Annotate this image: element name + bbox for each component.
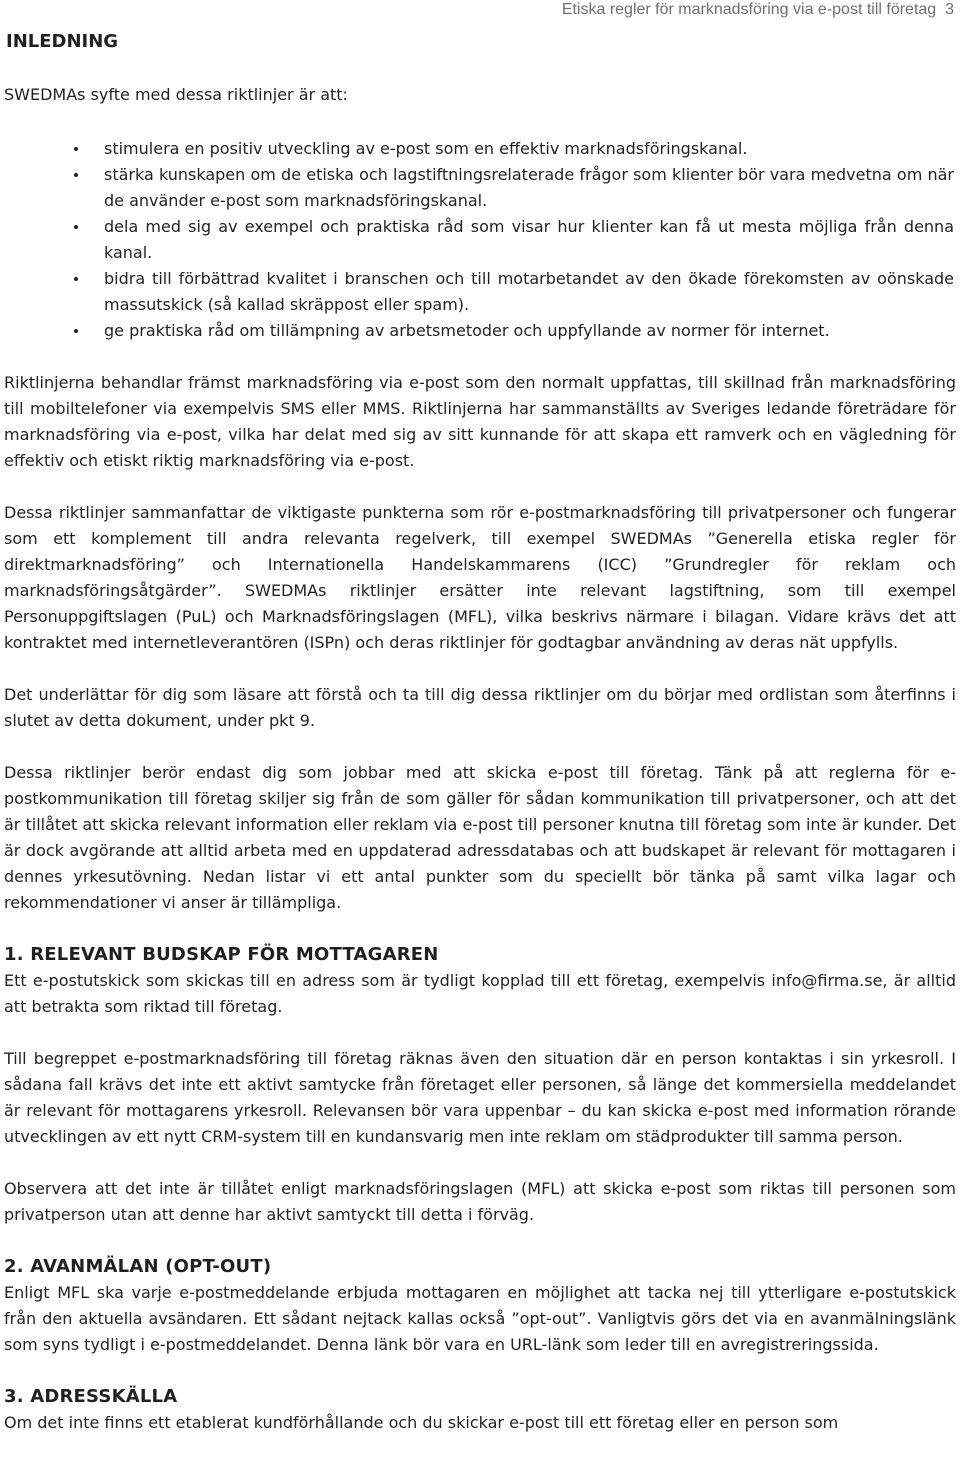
list-item-text: bidra till förbättrad kvalitet i branschen och till motarbetandet av den ökade förekomsten av oönskade massutskick (så kallad skräppost eller spam).	[104, 269, 954, 314]
purpose-list	[4, 136, 956, 344]
page-number: 3	[945, 1, 954, 18]
intro-text: SWEDMAs syfte med dessa riktlinjer är att:	[4, 85, 348, 104]
paragraph: Dessa riktlinjer berör endast dig som jobbar med att skicka e-post till företag. Tänk på att reglerna för e-postkommunikation till företag skiljer sig från de som gäller för sådan kommunikation till privatpersoner, och att det är tillåtet att skicka relevant information eller reklam via e-post till personer knutna till företag som inte är kunder. Det är dock avgörande att alltid arbeta med en uppdaterad adressdatabas och att budskapet är relevant för mottagaren i dennes yrkesutövning. Nedan listar vi ett antal punkter som du speciellt bör tänka på samt vilka lagar och rekommendationer vi anser är tillämpliga.	[4, 763, 956, 912]
section-2-heading: 2. AVANMÄLAN (OPT-OUT)	[4, 1256, 272, 1277]
list-item-text: dela med sig av exempel och praktiska råd som visar hur klienter kan få ut mesta möjliga från denna kanal.	[104, 217, 954, 262]
paragraph: Ett e-postutskick som skickas till en adress som är tydligt kopplad till ett företag, exempelvis info@firma.se, är alltid att betrakta som riktad till företag.	[4, 971, 956, 1016]
list-item-text: ge praktiska råd om tillämpning av arbetsmetoder och uppfyllande av normer för internet.	[104, 321, 830, 340]
running-header	[562, 0, 954, 20]
paragraph: Det underlättar för dig som läsare att förstå och ta till dig dessa riktlinjer om du börjar med ordlistan som återfinns i slutet av detta dokument, under pkt 9.	[4, 685, 956, 730]
bullet-icon	[74, 147, 78, 151]
list-item	[4, 136, 956, 162]
paragraph: Observera att det inte är tillåtet enligt marknadsföringslagen (MFL) att skicka e-post som riktas till personen som privatperson utan att denne har aktivt samtyckt till detta i förväg.	[4, 1179, 956, 1224]
list-item-text: stimulera en positiv utveckling av e-post som en effektiv marknadsföringskanal.	[104, 139, 748, 158]
document-body	[4, 82, 956, 1462]
paragraph: Dessa riktlinjer sammanfattar de viktigaste punkterna som rör e-postmarknadsföring till privatpersoner och fungerar som ett komplement till andra relevanta regelverk, till exempel SWEDMAs ”Generella etiska regler för direktmarknadsföring” och Internationella Handelskammarens (ICC) ”Grundregler för reklam och marknadsföringsåtgärder”. SWEDMAs riktlinjer ersätter inte relevant lagstiftning, som till exempel Personuppgiftslagen (PuL) och Marknadsföringslagen (MFL), vilka beskrivs närmare i bilagan. Vidare krävs det att kontraktet med internetleverantören (ISPn) och deras riktlinjer för godtagbar användning av deras nät uppfylls.	[4, 503, 956, 652]
bullet-icon	[74, 329, 78, 333]
section-title: INLEDNING	[6, 31, 119, 52]
list-item	[4, 318, 956, 344]
paragraph: Om det inte finns ett etablerat kundförhållande och du skickar e-post till ett företag eller en person som	[4, 1413, 839, 1432]
section-3-heading: 3. ADRESSKÄLLA	[4, 1386, 178, 1407]
list-item-text: stärka kunskapen om de etiska och lagstiftningsrelaterade frågor som klienter bör vara medvetna om när de använder e-post som marknadsföringskanal.	[104, 165, 954, 210]
paragraph: Till begreppet e-postmarknadsföring till företag räknas även den situation där en person kontaktas i sin yrkesroll. I sådana fall krävs det inte ett aktivt samtycke från företaget eller personen, så länge det kommersiella meddelandet är relevant för mottagarens yrkesroll. Relevansen bör vara uppenbar – du kan skicka e-post med information rörande utvecklingen av ett nytt CRM-system till en kundansvarig men inte reklam om städprodukter till samma person.	[4, 1049, 956, 1146]
bullet-icon	[74, 277, 78, 281]
paragraph: Riktlinjerna behandlar främst marknadsföring via e-post som den normalt uppfattas, till skillnad från marknadsföring till mobiltelefoner via exempelvis SMS eller MMS. Riktlinjerna har sammanställts av Sveriges ledande företrädare för marknadsföring via e-post, vilka har delat med sig av sitt kunnande för att skapa ett ramverk och en vägledning för effektiv och etiskt riktig marknadsföring via e-post.	[4, 373, 956, 470]
section-1-heading: 1. RELEVANT BUDSKAP FÖR MOTTAGAREN	[4, 944, 439, 965]
bullet-icon	[74, 225, 78, 229]
running-title: Etiska regler för marknadsföring via e-post till företag	[561, 1, 937, 18]
list-item	[4, 266, 956, 318]
paragraph: Enligt MFL ska varje e-postmeddelande erbjuda mottagaren en möjlighet att tacka nej till ytterligare e-postutskick från den aktuella avsändaren. Ett sådant nejtack kallas också ”opt-out”. Vanligtvis görs det via en avanmälningslänk som syns tydligt i e-postmeddelandet. Denna länk bör vara en URL-länk som leder till en avregistreringssida.	[4, 1283, 956, 1354]
bullet-icon	[74, 173, 78, 177]
list-item	[4, 214, 956, 266]
list-item	[4, 162, 956, 214]
